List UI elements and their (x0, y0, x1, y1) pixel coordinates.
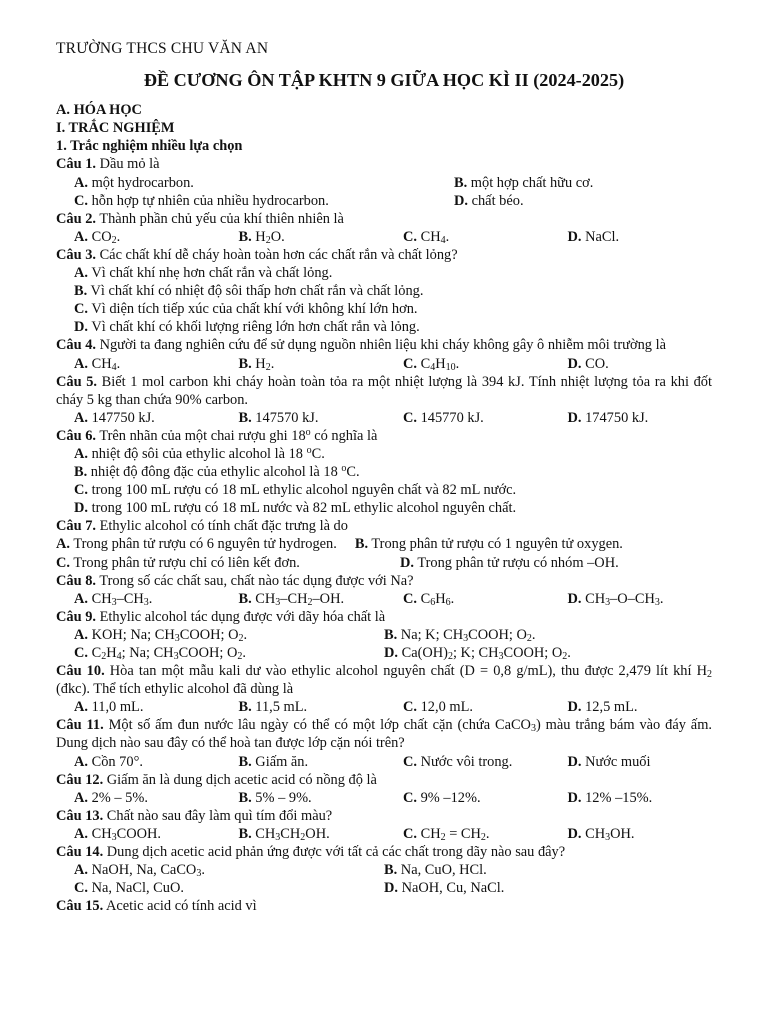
option-b: B. 5% – 9%. (238, 789, 312, 806)
option-c: C. Na, NaCl, CuO. (74, 880, 184, 897)
question-7-options-ab: A. Trong phân tử rượu có 6 nguyên tử hydrogen. B. Trong phân tử rượu có 1 nguyên tử oxygen. (56, 536, 623, 553)
option-b: B. 11,5 mL. (238, 699, 308, 716)
question-15: Câu 15. Acetic acid có tính acid vì (56, 898, 257, 915)
option-a: A. Cồn 70°. (74, 753, 143, 770)
option-d: D. Vì chất khí có khối lượng riêng lớn hơn chất rắn và lỏng. (74, 319, 420, 336)
option-c: C. hỗn hợp tự nhiên của nhiều hydrocarbon. (74, 192, 329, 209)
question-13-options (56, 825, 712, 843)
question-8: Câu 8. Trong số các chất sau, chất nào tác dụng được với Na? (56, 572, 414, 589)
question-4: Câu 4. Người ta đang nghiên cứu để sử dụng nguồn nhiên liệu khi cháy không gây ô nhiễm môi trường là (56, 337, 666, 354)
question-2-options (56, 228, 712, 246)
question-2: Câu 2. Thành phần chủ yếu của khí thiên nhiên là (56, 210, 344, 227)
option-a: A. KOH; Na; $CH_3COOH$; $O_2$. (74, 626, 248, 644)
option-d: D. $Ca(OH)_2$; K; $CH_3COOH$; $O_2$. (384, 645, 571, 662)
question-1: Câu 1. Dầu mỏ là (56, 156, 160, 173)
question-14: Câu 14. Dung dịch acetic acid phản ứng được với tất cả các chất trong dãy nào sau đây? (56, 844, 566, 861)
question-5-options (56, 409, 712, 427)
option-c: C. $CH_4$. (403, 228, 450, 246)
question-11: Câu 11. Một số ấm đun nước lâu ngày có thể có một lớp chất cặn (chứa CaCO$_3$) màu trắng bám vào đáy ấm. Dung dịch nào sau đây có thể hoà tan được lớp cặn nói trên? (56, 717, 712, 752)
option-b: B. Vì chất khí có nhiệt độ sôi thấp hơn chất rắn và chất lỏng. (74, 283, 424, 300)
question-11-options (56, 753, 712, 771)
option-b: B. 147570 kJ. (238, 409, 319, 426)
option-c: C. 145770 kJ. (403, 409, 484, 426)
option-b: B. $H_2O$. (238, 228, 285, 246)
option-a: A. $CH_3COOH$. (74, 825, 161, 843)
option-d: D. 12,5 mL. (567, 699, 638, 716)
option-d: D. 12% –15%. (567, 789, 653, 806)
question-4-options (56, 355, 712, 373)
question-3: Câu 3. Các chất khí dễ cháy hoàn toàn hơn các chất rắn và chất lỏng? (56, 246, 458, 263)
option-b: B. $H_2$. (238, 355, 275, 373)
option-a: A. NaOH, Na, CaCO$_3$. (74, 862, 205, 880)
option-a: A. một hydrocarbon. (74, 174, 194, 191)
question-6: Câu 6. Trên nhãn của một chai rượu ghi 18$^o$ có nghĩa là (56, 426, 378, 444)
question-7: Câu 7. Ethylic alcohol có tính chất đặc trưng là do (56, 518, 348, 535)
option-b: B. một hợp chất hữu cơ. (454, 174, 594, 191)
option-a: A. $CH_3-CH_3$. (74, 590, 153, 608)
option-d: D. trong 100 mL rượu có 18 mL nước và 82 mL ethylic alcohol nguyên chất. (74, 500, 517, 517)
question-5: Câu 5. Biết 1 mol carbon khi cháy hoàn toàn tỏa ra một nhiệt lượng là 394 kJ. Tính nhiệt lượng tỏa ra khi đốt cháy 5 kg than chứa 90% carbon. (56, 373, 712, 408)
option-c: C. Trong phân tử rượu chỉ có liên kết đơn. (56, 554, 300, 571)
option-a: A. $CH_4$. (74, 355, 121, 373)
option-b: B. Na, CuO, HCl. (384, 862, 487, 879)
option-a: A. 147750 kJ. (74, 409, 155, 426)
option-c: C. trong 100 mL rượu có 18 mL ethylic alcohol nguyên chất và 82 mL nước. (74, 482, 517, 499)
option-a: A. 2% – 5%. (74, 789, 148, 806)
question-8-options (56, 590, 712, 608)
option-b: B. nhiệt độ đông đặc của ethylic alcohol là 18 $^o$C. (74, 463, 360, 481)
option-a: A. Vì chất khí nhẹ hơn chất rắn và chất lỏng. (74, 265, 333, 282)
option-a: A. $CO_2$. (74, 228, 121, 246)
subsection-mc: 1. Trắc nghiệm nhiều lựa chọn (56, 138, 243, 155)
option-c: C. 9% –12%. (403, 789, 481, 806)
section-multiple-choice: I. TRẮC NGHIỆM (56, 120, 175, 137)
option-d: D. $CH_3-O-CH_3$. (567, 590, 664, 608)
option-b: B. $CH_3CH_2OH$. (238, 825, 330, 843)
option-d: D. Trong phân tử rượu có nhóm –OH. (400, 554, 619, 571)
option-c: C. $C_6H_6$. (403, 590, 455, 608)
option-d: D. Nước muối (567, 753, 651, 770)
option-d: D. NaOH, Cu, NaCl. (384, 880, 505, 897)
question-7-options-cd (56, 554, 712, 572)
question-10: Câu 10. Hòa tan một mẫu kali dư vào ethylic alcohol nguyên chất (D = 0,8 g/mL), thu được 2,479 lít khí $H_2$ (đkc). Thể tích ethylic alcohol đã dùng là (56, 663, 712, 698)
question-10-options (56, 698, 712, 716)
option-c: C. Vì diện tích tiếp xúc của chất khí với không khí lớn hơn. (74, 301, 418, 318)
document-title: ĐỀ CƯƠNG ÔN TẬP KHTN 9 GIỮA HỌC KÌ II (2024-2025) (143, 70, 625, 91)
school-name: TRƯỜNG THCS CHU VĂN AN (56, 40, 269, 57)
option-b: B. Giấm ăn. (238, 753, 309, 770)
option-c: C. 12,0 mL. (403, 699, 473, 716)
question-13: Câu 13. Chất nào sau đây làm quì tím đổi màu? (56, 807, 333, 824)
option-c: C. Nước vôi trong. (403, 753, 513, 770)
option-b: B. $CH_3-CH_2-OH$. (238, 590, 345, 608)
option-d: D. 174750 kJ. (567, 409, 649, 426)
question-9-options (56, 626, 712, 662)
question-12: Câu 12. Giấm ăn là dung dịch acetic acid có nồng độ là (56, 771, 377, 788)
question-12-options (56, 789, 712, 807)
option-d: D. $CH_3OH$. (567, 825, 635, 843)
option-c: C. $C_4H_{10}$. (403, 355, 460, 373)
option-d: D. NaCl. (567, 228, 620, 245)
option-a: A. 11,0 mL. (74, 699, 144, 716)
option-d: D. CO. (567, 355, 609, 372)
section-chemistry: A. HÓA HỌC (56, 102, 142, 119)
option-b: B. Na; K; $CH_3COOH$; $O_2$. (384, 626, 536, 644)
option-a: A. nhiệt độ sôi của ethylic alcohol là 18 $^o$C. (74, 444, 325, 462)
question-1-options (56, 174, 712, 210)
option-d: D. chất béo. (454, 192, 524, 209)
option-c: C. $C_2H_4$; Na; $CH_3COOH$; $O_2$. (74, 645, 246, 662)
question-9: Câu 9. Ethylic alcohol tác dụng được với dãy hóa chất là (56, 608, 386, 625)
option-c: C. $CH_2 = CH_2$. (403, 825, 490, 843)
question-14-options (56, 861, 712, 897)
